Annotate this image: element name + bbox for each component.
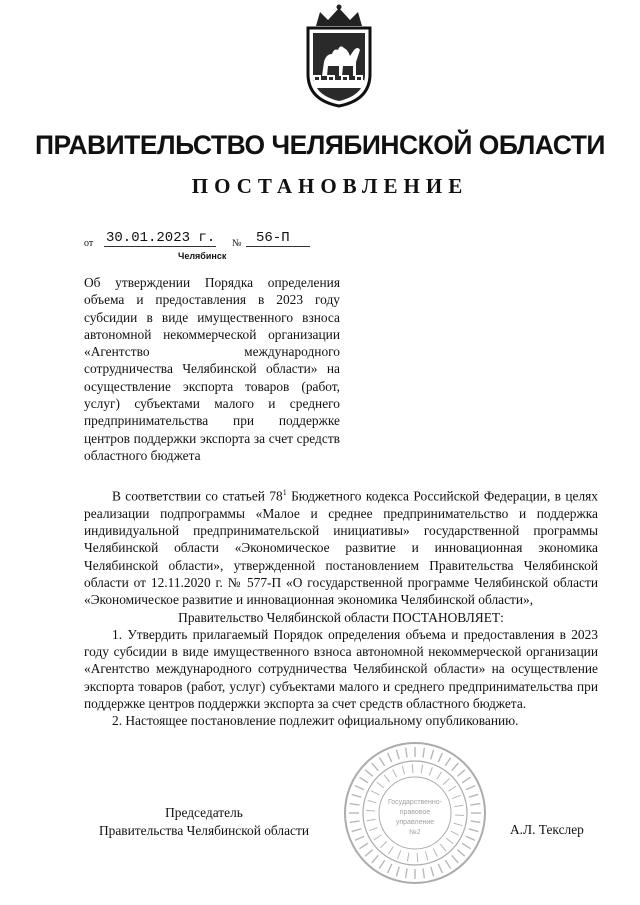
item-1: 1. Утвердить прилагаемый Порядок определения объема и предоставления в 2023 году субсидии в виде имущественного взноса автономной некоммерческой организации «Агентство международного сотрудничества Челябинской области» на осуществление экспорта товаров (работ, услуг) субъектами малого и среднего предпринимательства при поддержке центров поддержки экспорта за счет средств областного бюджета. bbox=[84, 626, 598, 712]
date-prefix: от bbox=[84, 238, 94, 249]
seal-line-2: правовое bbox=[399, 809, 431, 816]
date-underline bbox=[104, 246, 216, 247]
seal-line-3: управление bbox=[395, 819, 435, 826]
preamble-start: В соответствии со статьей 78 bbox=[112, 488, 283, 504]
number-prefix: № bbox=[232, 238, 242, 249]
resolves-line: Правительство Челябинской области ПОСТАНОВЛЯЕТ: bbox=[178, 609, 504, 625]
preamble-paragraph bbox=[84, 484, 598, 609]
seal-line-1: Государственно- bbox=[387, 799, 443, 806]
signatory-title bbox=[84, 804, 324, 840]
document-date: 30.01.2023 г. bbox=[106, 230, 216, 246]
signatory-title-line-2: Правительства Челябинской области bbox=[99, 823, 309, 838]
preamble-rest: Бюджетного кодекса Российской Федерации, в целях реализации подпрограммы «Малое и среднее предпринимательство и поддержка индивидуальной предпринимательской инициативы» государственной программы Челябинской области «Экономическое развитие и инновационная экономика Челябинской области», утвержденной постановлением Правительства Челябинской области от 12.11.2020 г. № 577-П «О государственной программе Челябинской области «Экономическое развитие и инновационная экономика Челябинской области», bbox=[84, 488, 598, 608]
number-underline bbox=[246, 246, 310, 247]
signatory-name: А.Л. Текслер bbox=[510, 822, 584, 837]
signatory-title-line-1: Председатель bbox=[165, 805, 243, 820]
document-number: 56-П bbox=[256, 230, 290, 246]
document-body bbox=[84, 484, 598, 730]
item-2: 2. Настоящее постановление подлежит официальному опубликованию. bbox=[112, 713, 519, 729]
city-label: Челябинск bbox=[178, 251, 227, 261]
official-seal bbox=[340, 738, 490, 888]
document-subject: Об утверждении Порядка определения объема и предоставления в 2023 году субсидии в виде имущественного взноса автономной некоммерческой организации «Агентство международного сотрудничества Челябинской области» на осуществление экспорта товаров (работ, услуг) субъектами малого и среднего предпринимательства при поддержке центров поддержки экспорта за счет средств областного бюджета bbox=[84, 275, 340, 463]
document-type: ПОСТАНОВЛЕНИЕ bbox=[191, 174, 469, 198]
government-title: ПРАВИТЕЛЬСТВО ЧЕЛЯБИНСКОЙ ОБЛАСТИ bbox=[35, 130, 605, 160]
article-superscript: 1 bbox=[282, 488, 287, 497]
seal-line-4: №2 bbox=[409, 829, 421, 836]
coat-of-arms-icon bbox=[298, 4, 380, 108]
